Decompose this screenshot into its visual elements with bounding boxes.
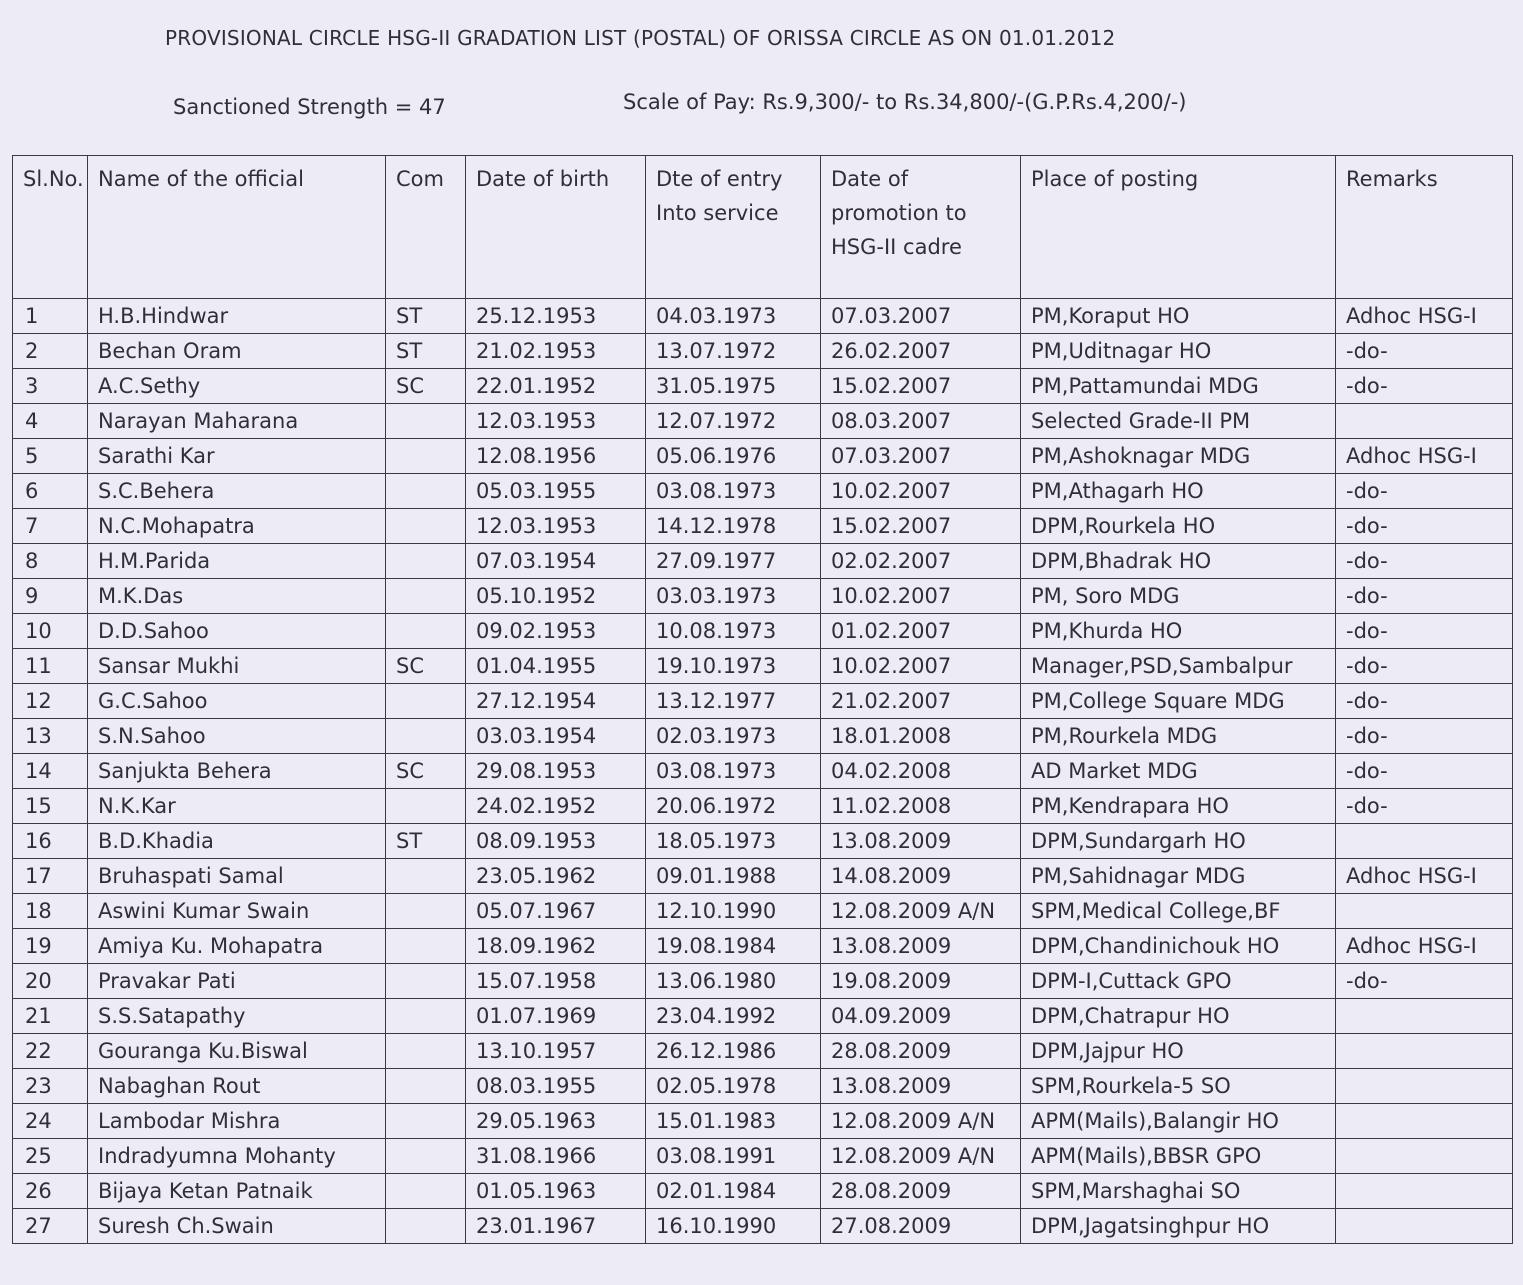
col-dob: Date of birth — [466, 156, 646, 299]
cell-posting: SPM,Marshaghai SO — [1021, 1174, 1336, 1209]
cell-posting: PM,Kendrapara HO — [1021, 789, 1336, 824]
cell-community: ST — [386, 334, 466, 369]
cell-promotion: 13.08.2009 — [821, 824, 1021, 859]
cell-slno: 6 — [13, 474, 88, 509]
header-row — [13, 156, 1513, 299]
cell-dob: 27.12.1954 — [466, 684, 646, 719]
cell-posting: APM(Mails),Balangir HO — [1021, 1104, 1336, 1139]
cell-name: Sanjukta Behera — [88, 754, 386, 789]
cell-entry: 16.10.1990 — [646, 1209, 821, 1244]
cell-community — [386, 719, 466, 754]
cell-community — [386, 474, 466, 509]
cell-slno: 7 — [13, 509, 88, 544]
cell-entry: 20.06.1972 — [646, 789, 821, 824]
table-row — [13, 334, 1513, 369]
cell-posting: Manager,PSD,Sambalpur — [1021, 649, 1336, 684]
cell-slno: 26 — [13, 1174, 88, 1209]
cell-promotion: 04.02.2008 — [821, 754, 1021, 789]
cell-remarks — [1336, 999, 1513, 1034]
cell-remarks: Adhoc HSG-I — [1336, 859, 1513, 894]
cell-community — [386, 894, 466, 929]
table-row — [13, 824, 1513, 859]
cell-slno: 20 — [13, 964, 88, 999]
cell-name: S.S.Satapathy — [88, 999, 386, 1034]
cell-dob: 01.05.1963 — [466, 1174, 646, 1209]
cell-remarks: -do- — [1336, 474, 1513, 509]
document-title: PROVISIONAL CIRCLE HSG-II GRADATION LIST (POSTAL) OF ORISSA CIRCLE AS ON 01.01.2012 — [165, 26, 1116, 50]
cell-posting: PM,Pattamundai MDG — [1021, 369, 1336, 404]
cell-posting: DPM,Chandinichouk HO — [1021, 929, 1336, 964]
cell-dob: 31.08.1966 — [466, 1139, 646, 1174]
cell-slno: 27 — [13, 1209, 88, 1244]
table-row — [13, 859, 1513, 894]
cell-name: Sansar Mukhi — [88, 649, 386, 684]
cell-community — [386, 1209, 466, 1244]
cell-promotion: 27.08.2009 — [821, 1209, 1021, 1244]
table-row — [13, 649, 1513, 684]
cell-name: Pravakar Pati — [88, 964, 386, 999]
cell-posting: SPM,Rourkela-5 SO — [1021, 1069, 1336, 1104]
cell-remarks — [1336, 1034, 1513, 1069]
cell-promotion: 15.02.2007 — [821, 509, 1021, 544]
cell-slno: 4 — [13, 404, 88, 439]
cell-dob: 05.03.1955 — [466, 474, 646, 509]
cell-slno: 14 — [13, 754, 88, 789]
cell-name: N.C.Mohapatra — [88, 509, 386, 544]
cell-dob: 15.07.1958 — [466, 964, 646, 999]
cell-name: M.K.Das — [88, 579, 386, 614]
cell-community — [386, 1139, 466, 1174]
cell-name: H.B.Hindwar — [88, 299, 386, 334]
cell-promotion: 14.08.2009 — [821, 859, 1021, 894]
table-row — [13, 1174, 1513, 1209]
cell-community — [386, 509, 466, 544]
cell-dob: 08.03.1955 — [466, 1069, 646, 1104]
cell-dob: 07.03.1954 — [466, 544, 646, 579]
cell-remarks — [1336, 824, 1513, 859]
cell-dob: 12.03.1953 — [466, 509, 646, 544]
cell-slno: 9 — [13, 579, 88, 614]
cell-entry: 19.10.1973 — [646, 649, 821, 684]
cell-slno: 5 — [13, 439, 88, 474]
cell-community — [386, 999, 466, 1034]
cell-posting: PM,Athagarh HO — [1021, 474, 1336, 509]
cell-remarks: Adhoc HSG-I — [1336, 439, 1513, 474]
cell-posting: DPM,Rourkela HO — [1021, 509, 1336, 544]
table-row — [13, 544, 1513, 579]
cell-name: Bruhaspati Samal — [88, 859, 386, 894]
cell-promotion: 10.02.2007 — [821, 579, 1021, 614]
cell-promotion: 19.08.2009 — [821, 964, 1021, 999]
cell-entry: 02.05.1978 — [646, 1069, 821, 1104]
cell-entry: 13.06.1980 — [646, 964, 821, 999]
table-row — [13, 719, 1513, 754]
cell-entry: 02.03.1973 — [646, 719, 821, 754]
cell-promotion: 04.09.2009 — [821, 999, 1021, 1034]
cell-entry: 05.06.1976 — [646, 439, 821, 474]
cell-promotion: 28.08.2009 — [821, 1174, 1021, 1209]
cell-remarks — [1336, 1174, 1513, 1209]
cell-entry: 13.12.1977 — [646, 684, 821, 719]
cell-slno: 23 — [13, 1069, 88, 1104]
cell-entry: 03.08.1991 — [646, 1139, 821, 1174]
cell-slno: 8 — [13, 544, 88, 579]
cell-dob: 18.09.1962 — [466, 929, 646, 964]
cell-entry: 04.03.1973 — [646, 299, 821, 334]
cell-name: N.K.Kar — [88, 789, 386, 824]
cell-dob: 22.01.1952 — [466, 369, 646, 404]
cell-posting: PM,Uditnagar HO — [1021, 334, 1336, 369]
cell-remarks: -do- — [1336, 754, 1513, 789]
cell-remarks: -do- — [1336, 369, 1513, 404]
cell-remarks: -do- — [1336, 684, 1513, 719]
cell-posting: PM,Koraput HO — [1021, 299, 1336, 334]
cell-posting: PM,Rourkela MDG — [1021, 719, 1336, 754]
cell-community — [386, 1034, 466, 1069]
cell-slno: 10 — [13, 614, 88, 649]
cell-posting: PM, Soro MDG — [1021, 579, 1336, 614]
col-remarks: Remarks — [1336, 156, 1513, 299]
cell-posting: Selected Grade-II PM — [1021, 404, 1336, 439]
cell-name: Lambodar Mishra — [88, 1104, 386, 1139]
cell-name: B.D.Khadia — [88, 824, 386, 859]
cell-slno: 22 — [13, 1034, 88, 1069]
cell-entry: 13.07.1972 — [646, 334, 821, 369]
table-row — [13, 509, 1513, 544]
cell-community — [386, 614, 466, 649]
cell-name: Bijaya Ketan Patnaik — [88, 1174, 386, 1209]
cell-name: Gouranga Ku.Biswal — [88, 1034, 386, 1069]
cell-community — [386, 1069, 466, 1104]
cell-name: H.M.Parida — [88, 544, 386, 579]
cell-slno: 25 — [13, 1139, 88, 1174]
table-row — [13, 369, 1513, 404]
cell-posting: DPM,Chatrapur HO — [1021, 999, 1336, 1034]
cell-community: ST — [386, 299, 466, 334]
cell-dob: 01.04.1955 — [466, 649, 646, 684]
cell-posting: DPM,Jajpur HO — [1021, 1034, 1336, 1069]
cell-entry: 09.01.1988 — [646, 859, 821, 894]
cell-slno: 2 — [13, 334, 88, 369]
cell-dob: 23.01.1967 — [466, 1209, 646, 1244]
cell-promotion: 13.08.2009 — [821, 929, 1021, 964]
cell-name: Narayan Maharana — [88, 404, 386, 439]
cell-dob: 29.08.1953 — [466, 754, 646, 789]
cell-entry: 14.12.1978 — [646, 509, 821, 544]
cell-remarks: Adhoc HSG-I — [1336, 929, 1513, 964]
cell-community — [386, 544, 466, 579]
cell-remarks: -do- — [1336, 509, 1513, 544]
cell-dob: 13.10.1957 — [466, 1034, 646, 1069]
cell-community — [386, 929, 466, 964]
cell-entry: 23.04.1992 — [646, 999, 821, 1034]
cell-remarks: -do- — [1336, 719, 1513, 754]
cell-entry: 03.03.1973 — [646, 579, 821, 614]
cell-name: Amiya Ku. Mohapatra — [88, 929, 386, 964]
cell-entry: 31.05.1975 — [646, 369, 821, 404]
cell-posting: AD Market MDG — [1021, 754, 1336, 789]
gradation-table — [12, 155, 1513, 1244]
cell-community — [386, 404, 466, 439]
table-row — [13, 299, 1513, 334]
cell-dob: 29.05.1963 — [466, 1104, 646, 1139]
cell-remarks: -do- — [1336, 649, 1513, 684]
cell-name: Nabaghan Rout — [88, 1069, 386, 1104]
table-row — [13, 754, 1513, 789]
cell-remarks — [1336, 404, 1513, 439]
cell-remarks — [1336, 1139, 1513, 1174]
cell-slno: 13 — [13, 719, 88, 754]
table-row — [13, 929, 1513, 964]
cell-posting: PM,Khurda HO — [1021, 614, 1336, 649]
cell-promotion: 08.03.2007 — [821, 404, 1021, 439]
cell-posting: DPM,Sundargarh HO — [1021, 824, 1336, 859]
cell-dob: 12.08.1956 — [466, 439, 646, 474]
cell-promotion: 11.02.2008 — [821, 789, 1021, 824]
sanctioned-strength: Sanctioned Strength = 47 — [173, 95, 446, 119]
cell-community: SC — [386, 754, 466, 789]
cell-community — [386, 1174, 466, 1209]
cell-slno: 3 — [13, 369, 88, 404]
cell-name: Aswini Kumar Swain — [88, 894, 386, 929]
cell-entry: 03.08.1973 — [646, 754, 821, 789]
cell-promotion: 18.01.2008 — [821, 719, 1021, 754]
table-row — [13, 439, 1513, 474]
cell-remarks: -do- — [1336, 614, 1513, 649]
cell-entry: 03.08.1973 — [646, 474, 821, 509]
cell-dob: 25.12.1953 — [466, 299, 646, 334]
cell-promotion: 21.02.2007 — [821, 684, 1021, 719]
cell-slno: 19 — [13, 929, 88, 964]
cell-posting: SPM,Medical College,BF — [1021, 894, 1336, 929]
cell-slno: 21 — [13, 999, 88, 1034]
cell-community: SC — [386, 369, 466, 404]
cell-name: G.C.Sahoo — [88, 684, 386, 719]
cell-community: SC — [386, 649, 466, 684]
table-row — [13, 684, 1513, 719]
cell-promotion: 26.02.2007 — [821, 334, 1021, 369]
cell-posting: APM(Mails),BBSR GPO — [1021, 1139, 1336, 1174]
cell-entry: 12.07.1972 — [646, 404, 821, 439]
cell-community — [386, 789, 466, 824]
col-posting: Place of posting — [1021, 156, 1336, 299]
cell-dob: 21.02.1953 — [466, 334, 646, 369]
cell-name: D.D.Sahoo — [88, 614, 386, 649]
cell-dob: 12.03.1953 — [466, 404, 646, 439]
cell-name: Bechan Oram — [88, 334, 386, 369]
cell-remarks — [1336, 1104, 1513, 1139]
cell-name: S.N.Sahoo — [88, 719, 386, 754]
col-community: Com — [386, 156, 466, 299]
cell-dob: 08.09.1953 — [466, 824, 646, 859]
cell-name: Suresh Ch.Swain — [88, 1209, 386, 1244]
cell-dob: 01.07.1969 — [466, 999, 646, 1034]
cell-name: S.C.Behera — [88, 474, 386, 509]
cell-dob: 24.02.1952 — [466, 789, 646, 824]
cell-entry: 10.08.1973 — [646, 614, 821, 649]
table-row — [13, 614, 1513, 649]
cell-entry: 12.10.1990 — [646, 894, 821, 929]
cell-remarks — [1336, 894, 1513, 929]
table-row — [13, 999, 1513, 1034]
cell-entry: 15.01.1983 — [646, 1104, 821, 1139]
cell-posting: PM,Ashoknagar MDG — [1021, 439, 1336, 474]
cell-dob: 03.03.1954 — [466, 719, 646, 754]
cell-dob: 05.10.1952 — [466, 579, 646, 614]
cell-promotion: 15.02.2007 — [821, 369, 1021, 404]
cell-remarks — [1336, 1209, 1513, 1244]
cell-promotion: 02.02.2007 — [821, 544, 1021, 579]
cell-slno: 18 — [13, 894, 88, 929]
cell-remarks — [1336, 1069, 1513, 1104]
table-row — [13, 1139, 1513, 1174]
table-row — [13, 964, 1513, 999]
cell-slno: 24 — [13, 1104, 88, 1139]
cell-remarks: -do- — [1336, 964, 1513, 999]
cell-slno: 15 — [13, 789, 88, 824]
cell-community — [386, 1104, 466, 1139]
cell-slno: 17 — [13, 859, 88, 894]
cell-remarks: -do- — [1336, 544, 1513, 579]
cell-entry: 18.05.1973 — [646, 824, 821, 859]
table-row — [13, 789, 1513, 824]
col-slno: Sl.No. — [13, 156, 88, 299]
table-row — [13, 1034, 1513, 1069]
cell-remarks: Adhoc HSG-I — [1336, 299, 1513, 334]
cell-posting: DPM,Bhadrak HO — [1021, 544, 1336, 579]
cell-promotion: 10.02.2007 — [821, 649, 1021, 684]
table-row — [13, 1209, 1513, 1244]
col-name: Name of the official — [88, 156, 386, 299]
table-row — [13, 579, 1513, 614]
cell-dob: 09.02.1953 — [466, 614, 646, 649]
cell-name: Indradyumna Mohanty — [88, 1139, 386, 1174]
table-row — [13, 1069, 1513, 1104]
table-row — [13, 474, 1513, 509]
table-row — [13, 894, 1513, 929]
cell-name: Sarathi Kar — [88, 439, 386, 474]
cell-slno: 12 — [13, 684, 88, 719]
cell-promotion: 13.08.2009 — [821, 1069, 1021, 1104]
cell-community — [386, 859, 466, 894]
cell-entry: 02.01.1984 — [646, 1174, 821, 1209]
cell-promotion: 01.02.2007 — [821, 614, 1021, 649]
col-promotion: Date of promotion to HSG-II cadre — [821, 156, 1021, 299]
cell-promotion: 12.08.2009 A/N — [821, 1104, 1021, 1139]
table-row — [13, 1104, 1513, 1139]
cell-posting: DPM-I,Cuttack GPO — [1021, 964, 1336, 999]
cell-slno: 16 — [13, 824, 88, 859]
cell-posting: PM,Sahidnagar MDG — [1021, 859, 1336, 894]
cell-community — [386, 964, 466, 999]
cell-promotion: 12.08.2009 A/N — [821, 1139, 1021, 1174]
cell-posting: DPM,Jagatsinghpur HO — [1021, 1209, 1336, 1244]
cell-community: ST — [386, 824, 466, 859]
cell-remarks: -do- — [1336, 334, 1513, 369]
cell-remarks: -do- — [1336, 789, 1513, 824]
cell-entry: 27.09.1977 — [646, 544, 821, 579]
table-row — [13, 404, 1513, 439]
cell-slno: 1 — [13, 299, 88, 334]
cell-promotion: 28.08.2009 — [821, 1034, 1021, 1069]
cell-community — [386, 439, 466, 474]
cell-promotion: 10.02.2007 — [821, 474, 1021, 509]
cell-name: A.C.Sethy — [88, 369, 386, 404]
cell-community — [386, 684, 466, 719]
col-entry: Dte of entry Into service — [646, 156, 821, 299]
cell-entry: 19.08.1984 — [646, 929, 821, 964]
cell-dob: 05.07.1967 — [466, 894, 646, 929]
cell-dob: 23.05.1962 — [466, 859, 646, 894]
cell-posting: PM,College Square MDG — [1021, 684, 1336, 719]
cell-community — [386, 579, 466, 614]
cell-promotion: 07.03.2007 — [821, 299, 1021, 334]
scale-of-pay: Scale of Pay: Rs.9,300/- to Rs.34,800/-(G.P.Rs.4,200/-) — [623, 90, 1187, 114]
cell-slno: 11 — [13, 649, 88, 684]
cell-promotion: 12.08.2009 A/N — [821, 894, 1021, 929]
cell-remarks: -do- — [1336, 579, 1513, 614]
cell-promotion: 07.03.2007 — [821, 439, 1021, 474]
cell-entry: 26.12.1986 — [646, 1034, 821, 1069]
